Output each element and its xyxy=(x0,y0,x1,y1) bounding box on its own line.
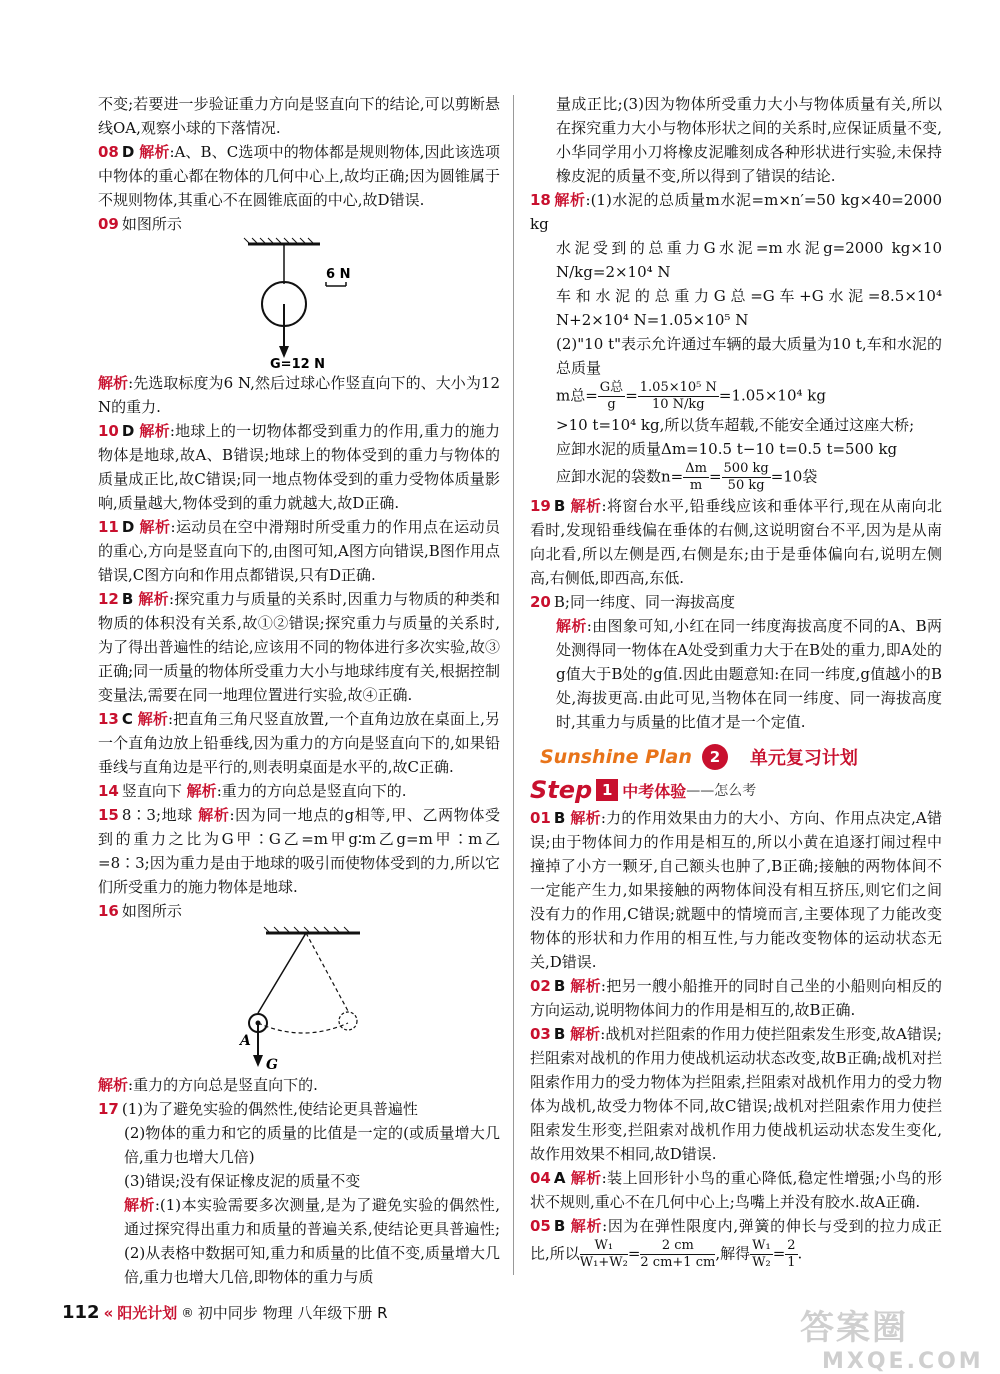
question-15: 15 8∶3;地球 解析:因为同一地点的g相等,甲、乙两物体受到的重力之比为G甲∶G乙=m甲g∶m乙g=m甲∶m乙=8∶3;因为重力是由于地球的吸引而使物体受到的力,所以它们所受重力的施力物体是地球. xyxy=(98,806,500,896)
review-04: 04 A 解析:装上回形针小鸟的重心降低,稳定性增强;小鸟的形状不规则,重心不在几何中心上;鸟嘴上并没有胶水.故A正确. xyxy=(530,1169,942,1211)
step-header: Step 1 中考体验 ——怎么考 xyxy=(530,776,757,804)
paragraph: 不变;若要进一步验证重力方向是竖直向下的结论,可以剪断悬线OA,观察小球的下落情况. xyxy=(98,95,500,137)
formula-bags: 应卸水泥的袋数n= $\frac{\Delta m}{m}=$ $\frac{500 kg}{50 kg}=10$袋 xyxy=(556,461,818,493)
pendulum-figure xyxy=(98,923,498,1073)
explanation-17: 解析:(1)本实验需要多次测量,是为了避免实验的偶然性,通过探究得出重力和质量的普遍关系,使结论更具普遍性;(2)从表格中数据可知,重力和质量的比值不变,质量增大几倍,重力也增大几倍,即物体的重力与质 xyxy=(124,1196,500,1286)
column-divider xyxy=(513,95,514,1275)
question-13: 13 C 解析:把直角三角尺竖直放置,一个直角边放在桌面上,另一个直角边放上铅垂线,因为重力的方向是竖直向下的,如果铅垂线与直角边是平行的,则表明桌面是水平的,故C正确. xyxy=(98,710,500,776)
answer-17-2: (2)物体的重力和它的质量的比值是一定的(或质量增大几倍,重力也增大几倍) xyxy=(124,1124,500,1166)
question-14: 14 竖直向下 解析:重力的方向总是竖直向下的. xyxy=(98,782,407,800)
fraction: $\frac{2}{1}$ xyxy=(787,1238,796,1270)
review-03: 03 B 解析:战机对拦阻索的作用力使拦阻索发生形变,故A错误;拦阻索对战机的作用力使战机运动状态改变,故B正确;战机对拦阻索作用力的受力物体为拦阻索,拦阻索对战机作用力的受力物体为战机,故受力物体不同,故C错误;战机对拦阻索作用力使拦阻索发生形变,拦阻索对战机作用力使战机运动状态发生变化,故作用效果不相同,故D错误. xyxy=(530,1025,942,1163)
fraction: $\frac{2 cm}{2 cm+1 cm}$ xyxy=(640,1238,716,1270)
fraction: $\frac{\Delta m}{m}$ xyxy=(685,461,707,493)
fraction: $\frac{\text{G总}}{g}$ xyxy=(599,380,624,412)
fraction: $\frac{\text{W₁}}{\text{W₂}}$ xyxy=(752,1238,771,1270)
g-label: G xyxy=(266,1057,278,1073)
scale-label: 6 N xyxy=(326,267,351,282)
review-05: 05 B 解析:因为在弹性限度内,弹簧的伸长与受到的拉力成正比,所以 $\frac{\text{W₁}}{\text{W₁+W₂}}=$ $\frac{2 cm}{2 cm+1 cm}$,解得 $\frac{\text{W₁}}{\text{W₂}}=$ $\frac{2}{1}$. xyxy=(530,1217,942,1270)
watermark: 答案圈 MXQE.COM xyxy=(800,1308,984,1374)
fraction: $\frac{500 kg}{50 kg}$ xyxy=(723,461,769,493)
right-column xyxy=(530,92,942,1271)
fraction: $\frac{\text{W₁}}{\text{W₁+W₂}}$ xyxy=(579,1238,628,1270)
page-number: 112 xyxy=(62,1302,100,1323)
paragraph: 量成正比;(3)因为物体所受重力大小与物体质量有关,所以在探究重力大小与物体形状之间的关系时,应保证质量不变,小华同学用小刀将橡皮泥雕刻成各种形状进行实验,未保持橡皮泥的质量不变,所以得到了错误的结论. xyxy=(556,95,942,185)
fraction: $\frac{\text{1.05×10⁵ N}}{10 N/kg}$ xyxy=(639,380,717,412)
question-18: 18 解析:(1)水泥的总质量m水泥=m×n′=50 kg×40=2000 kg xyxy=(530,191,942,233)
explanation-20: 解析:由图象可知,小红在同一纬度海拔高度不同的A、B两处测得同一物体在A处受到重力大于在B处的重力,即A处的g值大于B处的g值.因此由题意知:在同一纬度,g值越小的B处,海拔更高.由此可见,当物体在同一纬度、同一海拔高度时,其重力与质量的比值才是一个定值. xyxy=(556,617,942,731)
chevron-icon: « xyxy=(103,1303,114,1322)
brand-name: 阳光计划 xyxy=(117,1304,178,1322)
question-08: 08 D 解析:A、B、C选项中的物体都是规则物体,因此该选项中物体的重心都在物体的几何中心上,故均正确;因为圆锥属于不规则物体,其重心不在圆锥底面的中心,故D错误. xyxy=(98,143,500,209)
gravity-label: G=12 N xyxy=(270,357,326,371)
formula-total-mass: m总= $\frac{\text{G总}}{g}=$ $\frac{\text{1.05×10⁵ N}}{10 N/kg}=1.05\times 10^4$ kg xyxy=(556,380,826,412)
question-11: 11 D 解析:运动员在空中滑翔时所受重力的作用点在运动员的重心,方向是竖直向下的,由图可知,A图方向错误,B图作用点错误,C图方向和作用点都错误,只有D正确. xyxy=(98,518,500,584)
line: 车和水泥的总重力G总=G车+G水泥=8.5×10⁴ N+2×10⁴ N=1.05×10⁵ N xyxy=(556,287,942,329)
question-20: 20 B;同一纬度、同一海拔高度 xyxy=(530,593,735,611)
question-19: 19 B 解析:将窗台水平,铅垂线应该和垂体平行,现在从南向北看时,发现铅垂线偏在垂体的右侧,这说明窗台不平,因为是从南向北看,所以左侧是西,右侧是东;由于是垂体偏向右,说明左侧高,右侧低,即西高,东低. xyxy=(530,497,942,587)
answer-17-3: (3)错误;没有保证橡皮泥的质量不变 xyxy=(124,1172,361,1190)
section-banner: Sunshine Plan 2 单元复习计划 xyxy=(540,746,858,769)
explanation-09: 解析:先选取标度为6 N,然后过球心作竖直向下的、大小为12 N的重力. xyxy=(98,374,500,416)
point-a-label: A xyxy=(240,1033,251,1049)
page-footer: 112 « 阳光计划 ® 初中同步 物理 八年级下册 R xyxy=(62,1302,388,1323)
gravity-ball-figure xyxy=(98,236,498,371)
review-01: 01 B 解析:力的作用效果由力的大小、方向、作用点决定,A错误;由于物体间力的作用是相互的,所以小黄在追逐打闹过程中撞掉了小方一颗牙,自己额头也肿了,B正确;接触的两物体间不一定能产生力,如果接触的两物体间没有相互挤压,则它们之间没有力的作用,C错误;就题中的情境而言,主要体现了力能改变物体的形状和力作用的相互性,与力能改变物体的运动状态无关,D错误. xyxy=(530,809,942,971)
question-17: 17 (1)为了避免实验的偶然性,使结论更具普遍性 xyxy=(98,1100,418,1118)
question-16: 16 如图所示 xyxy=(98,902,182,920)
plan-number-badge: 2 xyxy=(702,744,728,770)
left-column xyxy=(98,92,500,1289)
line: >10 t=10⁴ kg,所以货车超载,不能安全通过这座大桥; xyxy=(556,416,915,434)
explanation-16: 解析:重力的方向总是竖直向下的. xyxy=(98,1076,318,1094)
question-10: 10 D 解析:地球上的一切物体都受到重力的作用,重力的施力物体是地球,故A、B错误;地球上的物体受到的重力与物体的质量成正比,故C错误;同一地点物体受到的重力受物体质量影响,质量越大,物体受到的重力就越大,故D正确. xyxy=(98,422,500,512)
book-title: 初中同步 物理 八年级下册 R xyxy=(197,1304,388,1322)
line: 水泥受到的总重力G水泥=m水泥g=2000 kg×10 N/kg=2×10⁴ N xyxy=(556,239,942,281)
line: 应卸水泥的质量Δm=10.5 t−10 t=0.5 t=500 kg xyxy=(556,440,898,458)
line: (2)"10 t"表示允许通过车辆的最大质量为10 t,车和水泥的总质量 xyxy=(556,335,942,377)
review-02: 02 B 解析:把另一艘小船推开的同时自己坐的小船则向相反的方向运动,说明物体间力的作用是相互的,故B正确. xyxy=(530,977,942,1019)
question-12: 12 B 解析:探究重力与质量的关系时,因重力与物质的种类和物质的体积没有关系,故①②错误;探究重力与质量的关系时,为了得出普遍性的结论,应该用不同的物体进行多次实验,故③正确;同一质量的物体所受重力大小与地球纬度有关,根据控制变量法,需要在同一地理位置进行实验,故④正确. xyxy=(98,590,500,704)
question-09: 09 如图所示 xyxy=(98,215,182,233)
